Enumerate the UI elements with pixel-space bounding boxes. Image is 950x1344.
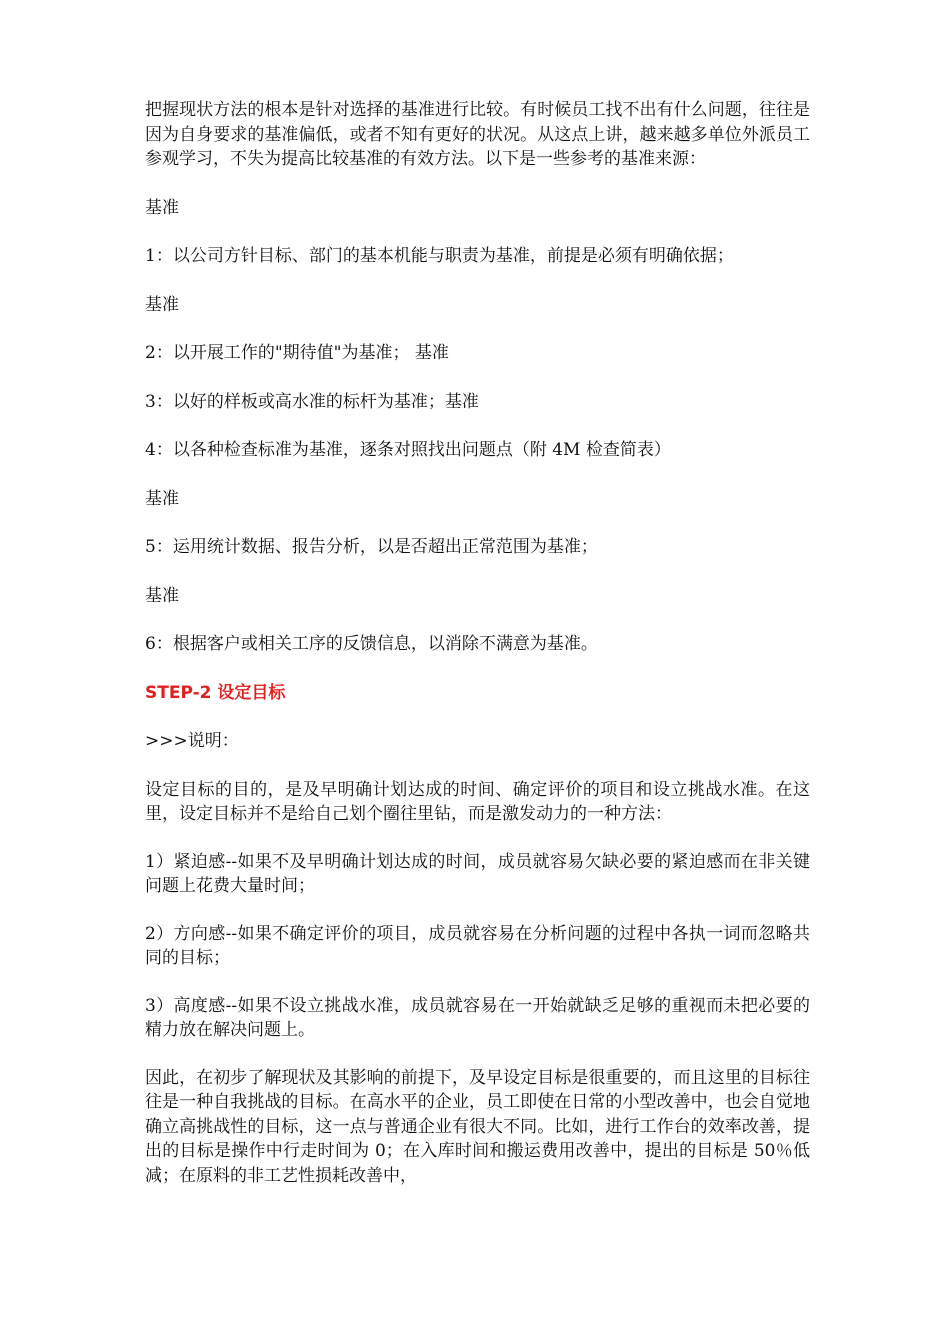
benchmark-item-1: 1：以公司方针目标、部门的基本机能与职责为基准，前提是必须有明确依据；: [145, 246, 734, 266]
benchmark-label-5: 基准: [145, 488, 179, 509]
point-height: 3）高度感--如果不设立挑战水准，成员就容易在一开始就缺乏足够的重视而未把必要的精力放在解决问题上。: [145, 995, 810, 1040]
benchmark-label-6: 基准: [145, 585, 179, 606]
benchmark-item-4: 4：以各种检查标准为基准，逐条对照找出问题点（附 4M 检查简表）: [145, 440, 671, 460]
benchmark-item-3: 3：以好的样板或高水准的标杆为基准；基准: [145, 391, 479, 412]
conclusion-paragraph: 因此，在初步了解现状及其影响的前提下，及早设定目标是很重要的，而且这里的目标往往是一种自我挑战的目标。在高水平的企业，员工即使在日常的小型改善中，也会自觉地确立高挑战性的目标，这一点与普通企业有很大不同。比如，进行工作台的效率改善，提出的目标是操作中行走时间为 0；在入库时间和搬运费用改善中，提出的目标是 50％低减；在原料的非工艺性损耗改善中，: [145, 1067, 810, 1186]
step-heading: STEP-2 设定目标: [145, 682, 286, 703]
point-urgency: 1）紧迫感--如果不及早明确计划达成的时间，成员就容易欠缺必要的紧迫感而在非关键问题上花费大量时间；: [145, 851, 810, 896]
note-label: >>>说明：: [145, 731, 239, 751]
benchmark-label-1: 基准: [145, 197, 179, 218]
document-body: [145, 98, 810, 1188]
point-direction: 2）方向感--如果不确定评价的项目，成员就容易在分析问题的过程中各执一词而忽略共同的目标；: [145, 923, 810, 968]
benchmark-item-5: 5：运用统计数据、报告分析，以是否超出正常范围为基准；: [145, 537, 598, 557]
benchmark-item-6: 6：根据客户或相关工序的反馈信息，以消除不满意为基准。: [145, 634, 598, 654]
intro-paragraph: 把握现状方法的根本是针对选择的基准进行比较。有时候员工找不出有什么问题，往往是因为自身要求的基准偏低，或者不知有更好的状况。从这点上讲，越来越多单位外派员工参观学习，不失为提高比较基准的有效方法。以下是一些参考的基准来源：: [145, 100, 810, 169]
goal-intro-paragraph: 设定目标的目的，是及早明确计划达成的时间、确定评价的项目和设立挑战水准。在这里，设定目标并不是给自己划个圈往里钻，而是激发动力的一种方法：: [145, 779, 810, 824]
benchmark-item-2: 2：以开展工作的"期待值"为基准； 基准: [145, 343, 449, 363]
benchmark-label-2: 基准: [145, 294, 179, 315]
